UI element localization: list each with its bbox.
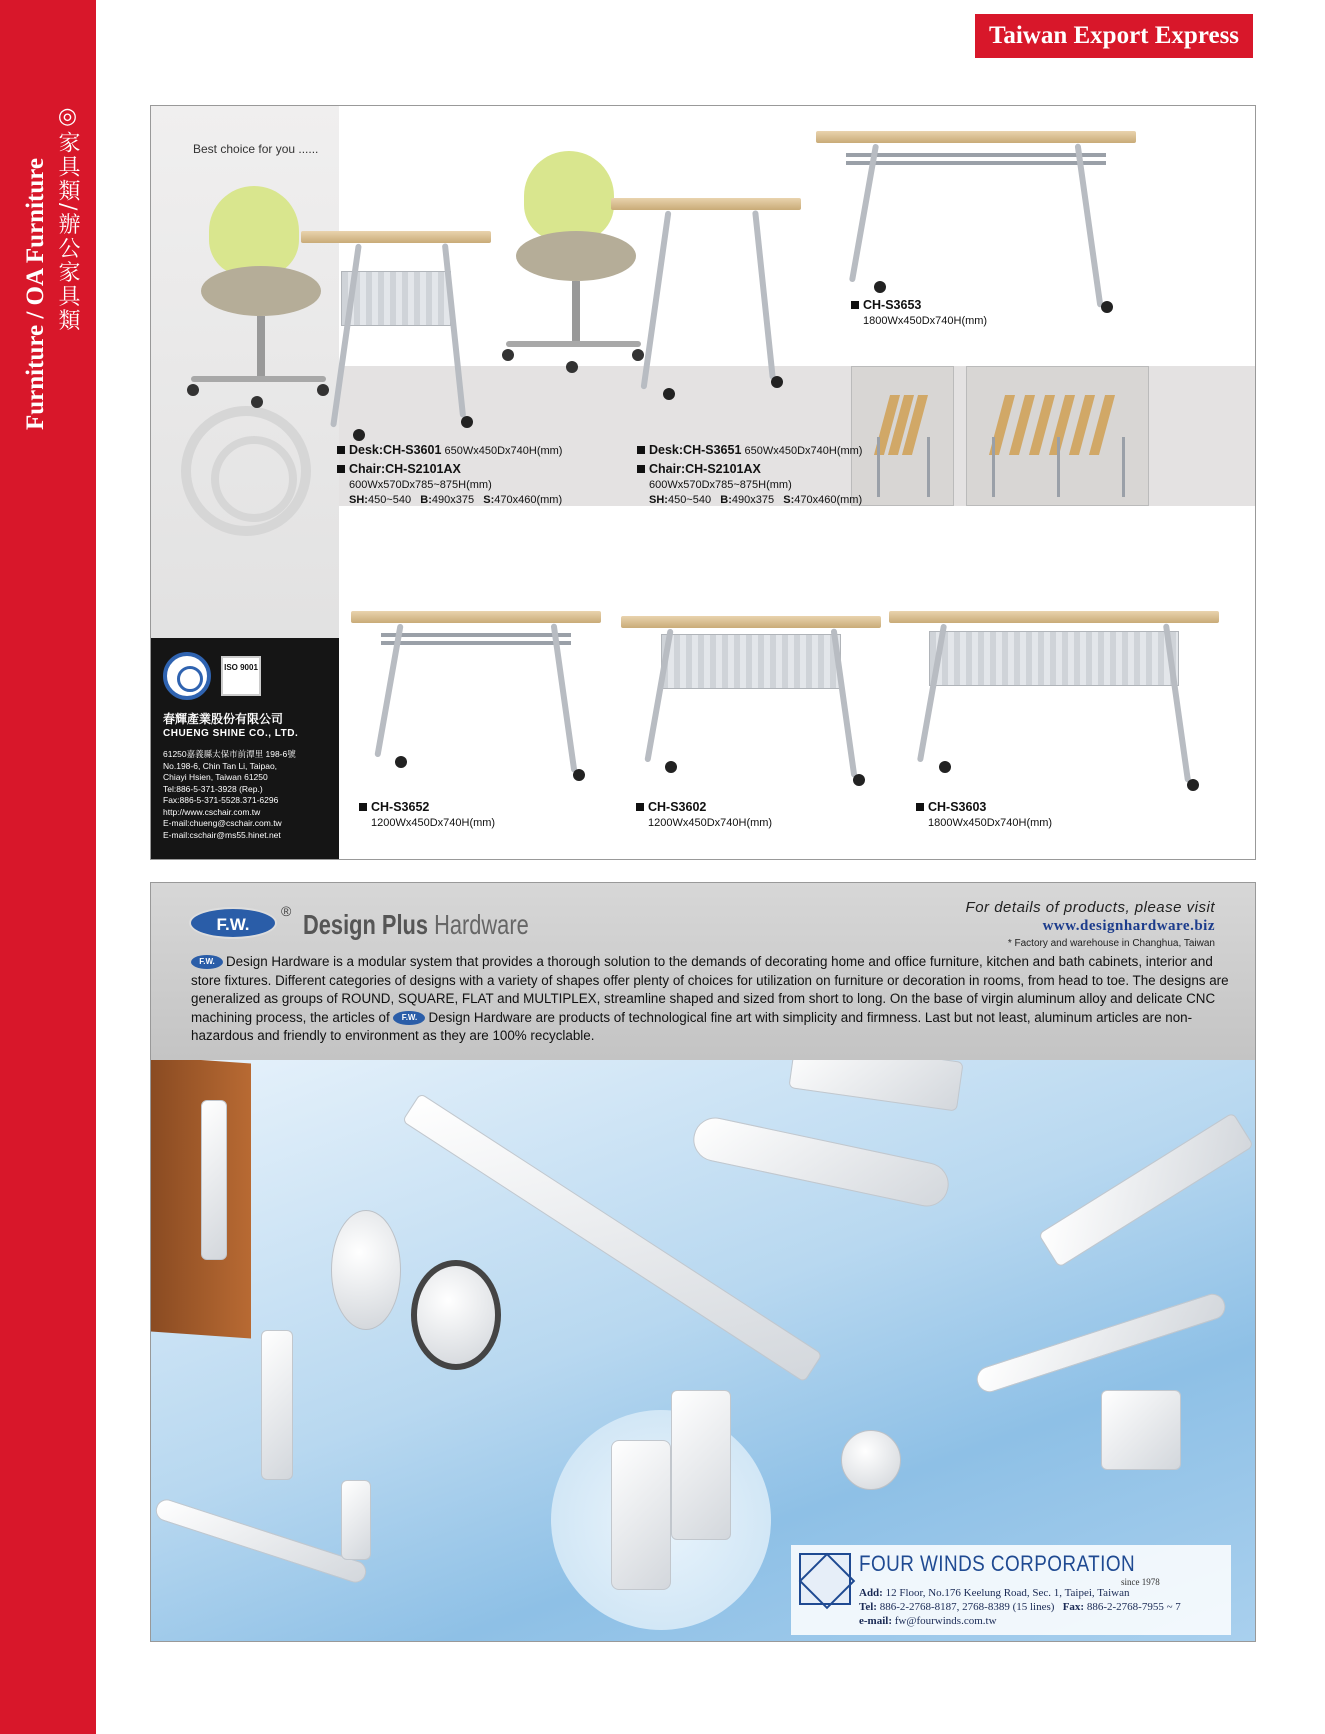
desk-chair-caption — [637, 443, 862, 508]
table-size: 1800Wx450Dx740H(mm) — [863, 315, 988, 327]
spec-value: 470x460(mm) — [494, 494, 563, 506]
desk-size: 650Wx450Dx740H(mm) — [744, 445, 863, 457]
chair-code: Chair:CH-S2101AX — [349, 462, 461, 476]
spec-value: 450~540 — [367, 494, 412, 506]
desk-illustration — [611, 198, 801, 408]
table-code: CH-S3652 — [371, 800, 430, 814]
iso-certification-badge: ISO 9001 — [221, 656, 261, 696]
masthead-tag: Taiwan Export Express — [975, 14, 1253, 58]
table-illustration-ch-s3653 — [816, 131, 1136, 321]
tel-label: Tel: — [859, 1601, 877, 1613]
table-caption — [851, 298, 987, 329]
table-caption — [916, 800, 1052, 831]
tel-value: 886-2-2768-8187, 2768-8389 (15 lines) — [879, 1601, 1055, 1613]
spec-value: 490x375 — [431, 494, 475, 506]
contact-line: 61250嘉義縣太保市前潭里 198-6號 — [163, 749, 296, 759]
contact-line: Chiayi Hsien, Taiwan 61250 — [163, 772, 268, 782]
website-link[interactable]: http://www.cschair.com.tw — [163, 806, 261, 817]
chueng-shine-ad — [150, 105, 1256, 860]
desk-code: Desk:CH-S3651 — [649, 443, 742, 457]
table-size: 1200Wx450Dx740H(mm) — [371, 817, 496, 829]
spine-english-title: Furniture / OA Furniture — [22, 158, 49, 430]
fw-mini-badge: F.W. — [191, 955, 223, 969]
towel-bar — [153, 1497, 369, 1586]
table-caption — [636, 800, 772, 831]
furniture-leg — [611, 1440, 671, 1590]
description-text: Design Hardware are products of technological fine art with simplicity and firmness. Last but not least, aluminum articles are non-hazardous and friendly to environment as they are 100% recyclable. — [191, 1009, 1193, 1044]
spec-label: SH: — [349, 494, 368, 506]
desk-code: Desk:CH-S3601 — [349, 443, 442, 457]
website-link[interactable]: www.designhardware.biz — [1042, 918, 1215, 934]
visit-info — [966, 899, 1215, 949]
caster-wheel — [331, 1210, 401, 1330]
company-name: FOUR WINDS CORPORATION — [859, 1551, 1136, 1576]
stacked-tables-photo — [851, 366, 954, 506]
chair-size: 600Wx570Dx785~875H(mm) — [649, 479, 792, 491]
spec-value: 470x460(mm) — [794, 494, 863, 506]
table-illustration-ch-s3652 — [351, 611, 601, 791]
fw-logo-badge: F.W. — [189, 907, 277, 939]
table-code: CH-S3602 — [648, 800, 707, 814]
fw-mini-badge: F.W. — [393, 1011, 425, 1025]
fax-label: Fax: — [1062, 1601, 1085, 1613]
door-handle — [201, 1100, 227, 1260]
hardware-product-photo — [151, 1060, 1255, 1642]
company-contact — [163, 749, 327, 841]
factory-note: * Factory and warehouse in Changhua, Taiwan — [1007, 938, 1215, 949]
spec-value: 450~540 — [667, 494, 712, 506]
address-line — [859, 1587, 1129, 1599]
edge-pull — [788, 1060, 963, 1112]
email-label: e-mail: — [859, 1615, 892, 1627]
spec-label: S: — [483, 494, 495, 506]
phone-line — [859, 1601, 1181, 1613]
table-illustration-ch-s3602 — [621, 616, 881, 796]
coat-hook — [261, 1330, 293, 1480]
since-year: since 1978 — [1121, 1577, 1160, 1587]
profile-pull — [1038, 1112, 1254, 1268]
email-link[interactable]: E-mail:chueng@cschair.com.tw — [163, 818, 282, 828]
description-text: Design Hardware is a modular system that provides a thorough solution to the demands of decorating home and office furniture, kitchen and bath cabinets, interior and store fixtures. Different categories of designs with a variety of shapes offer plenty of choices for utilization on furniture or decoration in rooms, from head to toe. The designs are generalized as groups of ROUND, SQUARE, FLAT and MULTIPLEX, streamline shaped and sized from short to long. On the base of virgin aluminum alloy and delicate CNC machining process, the articles of — [191, 954, 1229, 1025]
fax-value: 886-2-2768-7955 ~ 7 — [1086, 1601, 1181, 1613]
spec-label: B: — [720, 494, 732, 506]
company-name-english: CHUENG SHINE CO., LTD. — [163, 728, 299, 739]
arc-handle — [689, 1113, 952, 1210]
caster-wheel — [411, 1260, 501, 1370]
product-description — [191, 953, 1231, 1046]
cabinet-knob — [841, 1430, 901, 1490]
curved-bar — [973, 1290, 1228, 1395]
contact-line: No.198-6, Chin Tan Li, Taipao, — [163, 760, 278, 771]
desk-illustration — [301, 231, 491, 441]
desk-size: 650Wx450Dx740H(mm) — [444, 445, 563, 457]
brand-light: Hardware — [428, 909, 529, 940]
four-winds-logo-icon — [799, 1553, 851, 1605]
company-info-box — [151, 638, 339, 860]
table-illustration-ch-s3603 — [889, 611, 1219, 796]
square-leg — [671, 1390, 731, 1540]
spine-labels — [22, 104, 80, 430]
small-hook — [341, 1480, 371, 1560]
spec-label: B: — [420, 494, 432, 506]
brand-bold: Design Plus — [303, 909, 429, 940]
contact-line: Fax:886-5-371-5528.371-6296 — [163, 795, 279, 805]
email-link[interactable]: E-mail:cschair@ms55.hinet.net — [163, 829, 281, 840]
spec-value: 490x375 — [731, 494, 775, 506]
table-caption — [359, 800, 495, 831]
ad-header — [151, 883, 1255, 1060]
tagline: Best choice for you ...... — [193, 142, 319, 156]
table-size: 1800Wx450Dx740H(mm) — [928, 817, 1053, 829]
four-winds-contact — [791, 1545, 1231, 1635]
email-line — [859, 1615, 997, 1627]
address-value: 12 Floor, No.176 Keelung Road, Sec. 1, Taipei, Taiwan — [885, 1587, 1130, 1599]
chair-size: 600Wx570Dx785~875H(mm) — [349, 479, 492, 491]
visit-line: For details of products, please visit — [965, 899, 1215, 916]
spec-label: S: — [783, 494, 795, 506]
chair-code: Chair:CH-S2101AX — [649, 462, 761, 476]
shelf-bracket — [1101, 1390, 1181, 1470]
design-plus-hardware-ad — [150, 882, 1256, 1642]
email-link[interactable]: fw@fourwinds.com.tw — [894, 1615, 997, 1627]
company-logo-icon — [163, 652, 211, 700]
registered-mark: ® — [281, 903, 292, 919]
desk-chair-caption — [337, 443, 562, 508]
address-label: Add: — [859, 1587, 883, 1599]
contact-line: Tel:886-5-371-3928 (Rep.) — [163, 783, 263, 794]
section-spine — [0, 0, 96, 1734]
spine-chinese-title: ◎家具類/辦公家具類 — [55, 104, 80, 333]
company-name-chinese: 春輝產業股份有限公司 — [163, 712, 284, 726]
spec-label: SH: — [649, 494, 668, 506]
table-code: CH-S3653 — [863, 298, 922, 312]
brand-name — [303, 909, 529, 941]
table-size: 1200Wx450Dx740H(mm) — [648, 817, 773, 829]
stacked-tables-photo — [966, 366, 1149, 506]
table-code: CH-S3603 — [928, 800, 987, 814]
